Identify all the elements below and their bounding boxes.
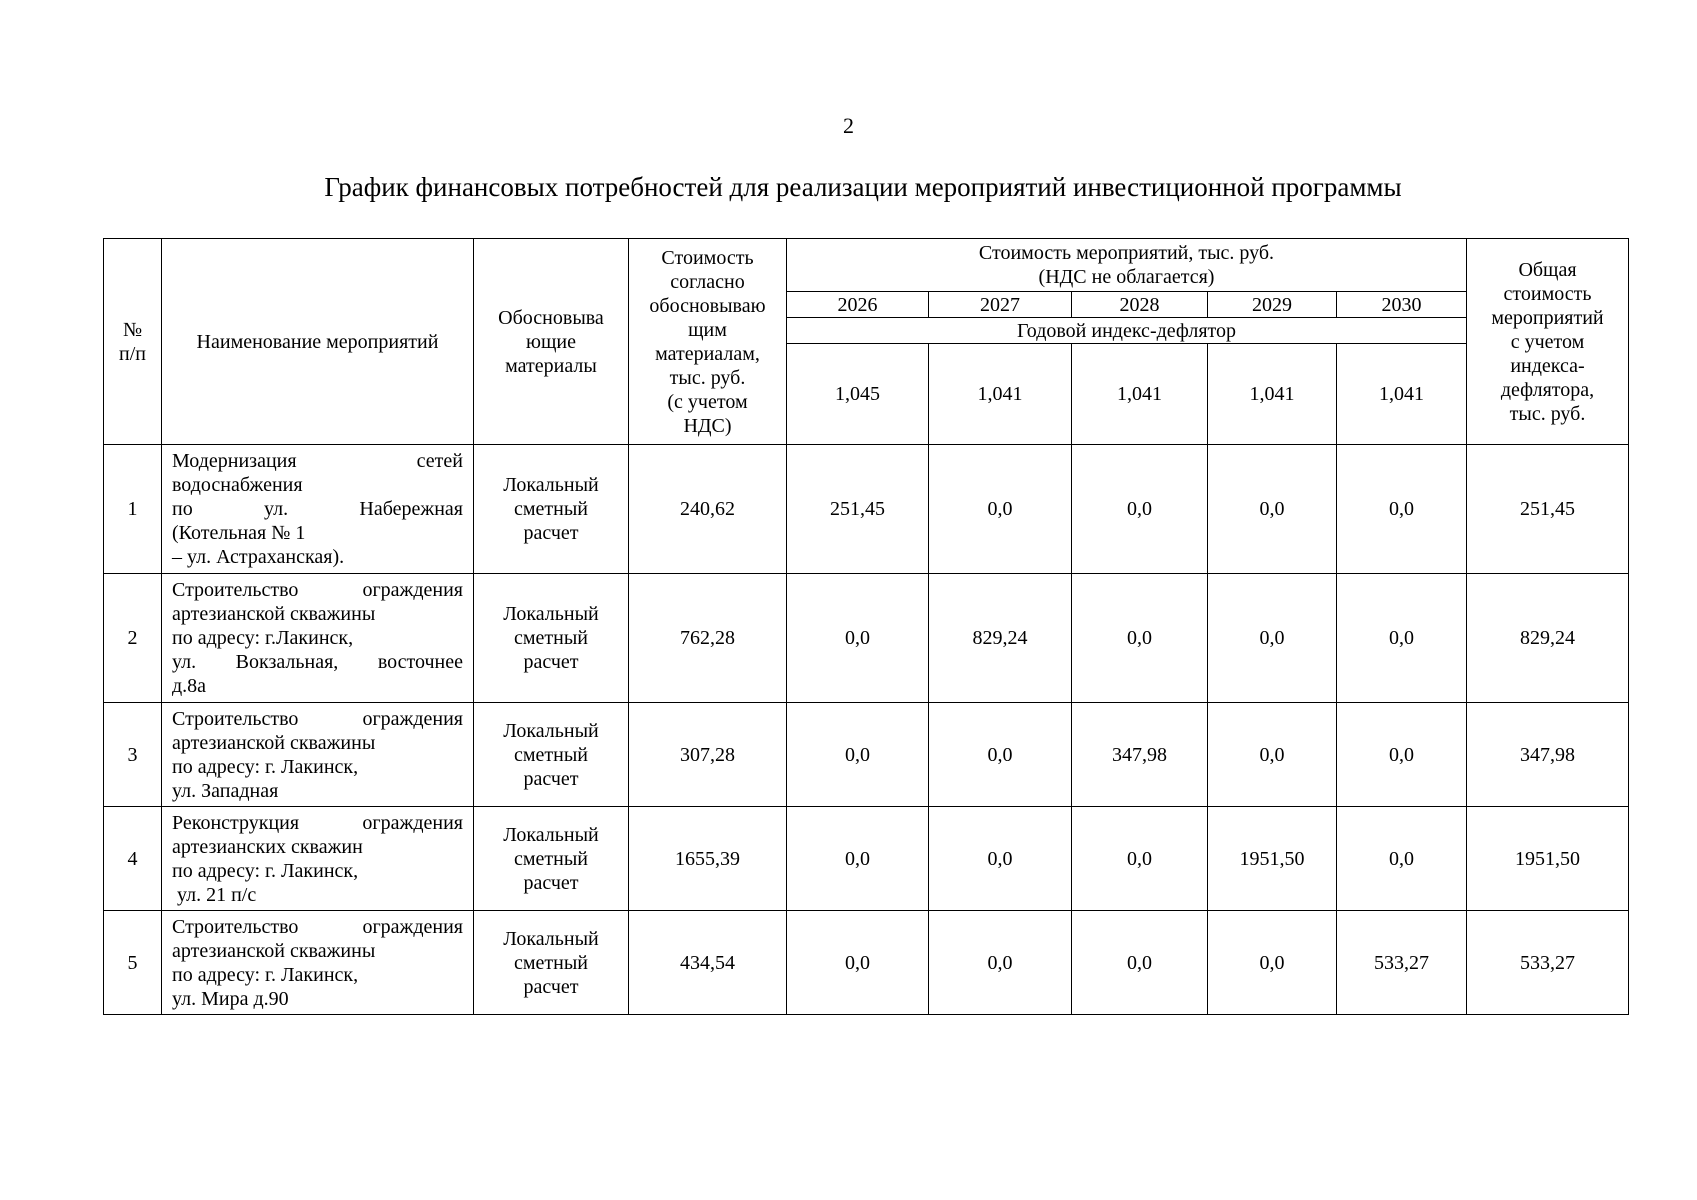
- row-basis: Локальный сметный расчет: [474, 911, 629, 1015]
- row-year-value: 0,0: [1072, 574, 1208, 703]
- row-year-value: 0,0: [929, 703, 1072, 807]
- header-deflator-label: Годовой индекс-дефлятор: [787, 318, 1467, 344]
- table-row: [104, 703, 1629, 807]
- header-year: 2026: [787, 292, 929, 318]
- row-basis: Локальный сметный расчет: [474, 703, 629, 807]
- header-num: № п/п: [104, 239, 162, 445]
- row-year-value: 829,24: [929, 574, 1072, 703]
- row-year-value: 0,0: [787, 574, 929, 703]
- deflator-value: 1,045: [787, 344, 929, 445]
- row-year-value: 0,0: [1337, 703, 1467, 807]
- row-basis: Локальный сметный расчет: [474, 445, 629, 574]
- row-year-value: 0,0: [1072, 445, 1208, 574]
- row-name: Строительство ограждения артезианской скважины по адресу: г. Лакинск, ул. Западная: [162, 703, 474, 807]
- row-year-value: 0,0: [787, 807, 929, 911]
- table-row: [104, 445, 1629, 574]
- row-name: Модернизация сетей водоснабжения по ул. Набережная (Котельная № 1 – ул. Астраханская).: [162, 445, 474, 574]
- row-name: Реконструкция ограждения артезианских скважин по адресу: г. Лакинск, ул. 21 п/с: [162, 807, 474, 911]
- row-year-value: 347,98: [1072, 703, 1208, 807]
- row-year-value: 0,0: [1337, 445, 1467, 574]
- row-year-value: 0,0: [1337, 807, 1467, 911]
- row-year-value: 533,27: [1337, 911, 1467, 1015]
- row-basis: Локальный сметный расчет: [474, 574, 629, 703]
- row-total: 251,45: [1467, 445, 1629, 574]
- row-basis: Локальный сметный расчет: [474, 807, 629, 911]
- row-number: 1: [104, 445, 162, 574]
- row-number: 2: [104, 574, 162, 703]
- row-year-value: 0,0: [929, 911, 1072, 1015]
- row-total: 1951,50: [1467, 807, 1629, 911]
- row-year-value: 0,0: [929, 807, 1072, 911]
- row-year-value: 0,0: [1208, 445, 1337, 574]
- row-year-value: 0,0: [1208, 574, 1337, 703]
- row-name: Строительство ограждения артезианской скважины по адресу: г.Лакинск, ул. Вокзальная, восточнее д.8а: [162, 574, 474, 703]
- row-number: 5: [104, 911, 162, 1015]
- row-year-value: 0,0: [1072, 807, 1208, 911]
- header-row-1: [104, 239, 1629, 292]
- row-cost: 1655,39: [629, 807, 787, 911]
- header-year: 2028: [1072, 292, 1208, 318]
- row-name: Строительство ограждения артезианской скважины по адресу: г. Лакинск, ул. Мира д.90: [162, 911, 474, 1015]
- row-total: 533,27: [1467, 911, 1629, 1015]
- document-title: График финансовых потребностей для реализации мероприятий инвестиционной программы: [324, 172, 1402, 202]
- deflator-value: 1,041: [1337, 344, 1467, 445]
- row-year-value: 0,0: [787, 911, 929, 1015]
- row-year-value: 1951,50: [1208, 807, 1337, 911]
- row-total: 347,98: [1467, 703, 1629, 807]
- deflator-value: 1,041: [1208, 344, 1337, 445]
- row-year-value: 0,0: [1208, 703, 1337, 807]
- row-year-value: 0,0: [787, 703, 929, 807]
- row-year-value: 0,0: [1337, 574, 1467, 703]
- row-year-value: 0,0: [1208, 911, 1337, 1015]
- header-events-cost: Стоимость мероприятий, тыс. руб. (НДС не облагается): [787, 239, 1467, 292]
- deflator-value: 1,041: [1072, 344, 1208, 445]
- row-cost: 240,62: [629, 445, 787, 574]
- row-number: 3: [104, 703, 162, 807]
- header-name: Наименование мероприятий: [162, 239, 474, 445]
- table-row: [104, 911, 1629, 1015]
- row-cost: 307,28: [629, 703, 787, 807]
- header-year: 2029: [1208, 292, 1337, 318]
- header-year: 2027: [929, 292, 1072, 318]
- row-year-value: 0,0: [1072, 911, 1208, 1015]
- row-year-value: 0,0: [929, 445, 1072, 574]
- row-number: 4: [104, 807, 162, 911]
- deflator-value: 1,041: [929, 344, 1072, 445]
- header-cost: Стоимость согласно обосновываю щим материалам, тыс. руб. (с учетом НДС): [629, 239, 787, 445]
- header-total: Общая стоимость мероприятий с учетом индекса- дефлятора, тыс. руб.: [1467, 239, 1629, 445]
- table-row: [104, 807, 1629, 911]
- row-cost: 762,28: [629, 574, 787, 703]
- row-cost: 434,54: [629, 911, 787, 1015]
- financial-needs-table: [103, 238, 1629, 1015]
- page-number: 2: [843, 113, 854, 138]
- row-year-value: 251,45: [787, 445, 929, 574]
- row-total: 829,24: [1467, 574, 1629, 703]
- header-basis: Обосновыва ющие материалы: [474, 239, 629, 445]
- header-year: 2030: [1337, 292, 1467, 318]
- table-row: [104, 574, 1629, 703]
